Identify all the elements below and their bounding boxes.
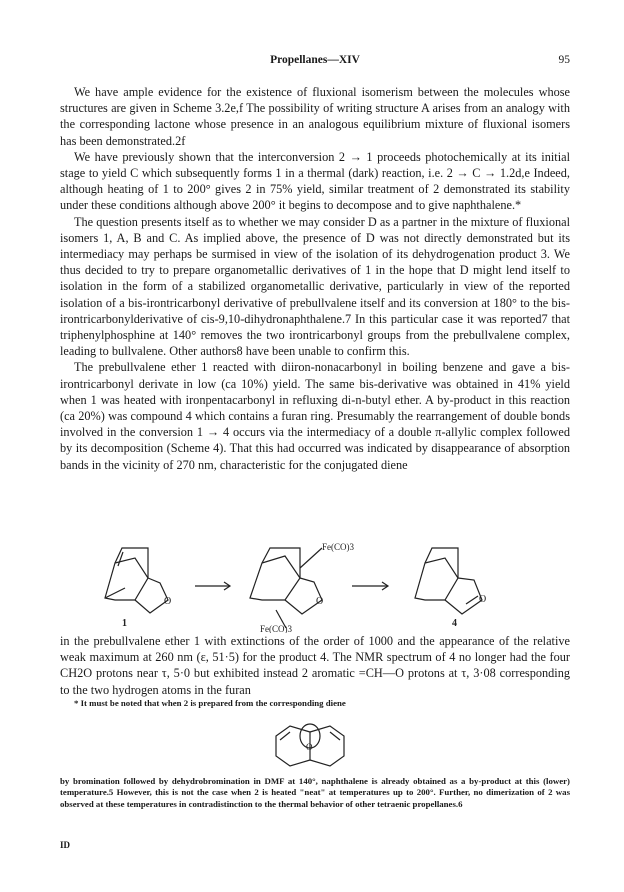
page-number: 95: [558, 54, 570, 66]
footnote-diene-structure: [268, 718, 352, 774]
continued-paragraph: in the prebullvalene ether 1 with extinctions of the order of 1000 and the appearance of the relative weak maximum at 260 nm (ε, 51·5) for the product 4. The NMR spectrum of 4 no longer had the four CH2O protons near τ, 5·0 but exhibited instead 2 aromatic =CH—O protons at τ, 3·08 corresponding to the two hydrogen atoms in the furan: [60, 634, 570, 697]
paragraph-2: We have previously shown that the interconversion 2 → 1 proceeds photochemically at its initial stage to yield C which subsequently forms 1 in a thermal (dark) reaction, i.e. 2 → C → 1.2d,e Indeed, although heating of 1 to 200° gives 2 in 75% yield, similar treatment of 2 demonstrated its stability under these conditions although above 200° it begins to decompose and to give naphthalene.*: [60, 149, 570, 213]
main-text: [60, 84, 570, 473]
paragraph-3: The question presents itself as to whether we may consider D as a partner in the mixture of fluxional isomers 1, A, B and C. As implied above, the presence of D was not directly demonstrated but its intermediacy may perhaps be surmised in view of the isolation of its dehydrogenation product 3. We thus decided to try to prepare organometallic derivatives of 1 in the hope that D might lend itself to isolation in the form of a stabilized organometallic derivative, particularly in view of the reported isolation of a bis-irontricarbonyl derivative of prebullvalene itself and its conversion at 180° to the bis-irontricarbonylderivative of cis-9,10-dihydronaphthalene.7 In this particular case it was reported7 that triphenylphosphine at 140° removes the two irontricarbonyl groups from the prebullvalene complex, leading to bullvalene. Other authors8 have been unable to confirm this.: [60, 214, 570, 359]
footnote-lead: * It must be noted that when 2 is prepared from the corresponding diene: [74, 698, 346, 708]
fe-top-label: Fe(CO)3: [322, 542, 354, 552]
oxygen-label-3: O: [479, 594, 487, 605]
compound-label-4: 4: [452, 618, 457, 629]
footnote-oxygen-label: O: [306, 742, 313, 752]
compound-label-1: 1: [122, 618, 127, 629]
scheme-4-diagram: [90, 538, 540, 633]
footer-mark: ID: [60, 840, 71, 850]
running-header: [60, 54, 570, 70]
running-title: Propellanes—XIV: [270, 54, 360, 66]
paragraph-4: The prebullvalene ether 1 reacted with diiron-nonacarbonyl in boiling benzene and gave a bis-irontricarbonyl derivate in low (ca 10%) yield. The same bis-derivative was obtained in 41% yield when 1 was heated with ironpentacarbonyl in refluxing di-n-butyl ether. A by-product in this reaction (ca 20%) was compound 4 which contains a furan ring. Presumably the rearrangement of double bonds involved in the conversion 1 → 4 occurs via the intermediacy of a double π-allylic complex followed by its decomposition (Scheme 4). That this had occurred was indicated by disappearance of absorption bands in the vicinity of 270 nm, characteristic for the conjugated diene: [60, 360, 570, 472]
oxygen-label-2: O: [316, 596, 324, 607]
paragraph-1: We have ample evidence for the existence of fluxional isomerism between the molecules whose structures are given in Scheme 3.2e,f The possibility of writing structure A arises from an analogy with the corresponding lactone whose presence in an analogous equilibrium mixture of fluxional isomers has been demonstrated.2f: [60, 85, 570, 148]
oxygen-label-1: O: [164, 596, 172, 607]
footnote-text: by bromination followed by dehydrobromination in DMF at 140°, naphthalene is already obtained as a by-product at this (lower) temperature.5 However, this is not the case when 2 is heated "neat" at temperatures up to 200°. Further, no dimerization of 2 was observed at these temperatures in contradistinction to the thermal behavior of other tetraenic propellanes.6: [60, 776, 570, 809]
fe-bottom-label: Fe(CO)3: [260, 624, 292, 633]
